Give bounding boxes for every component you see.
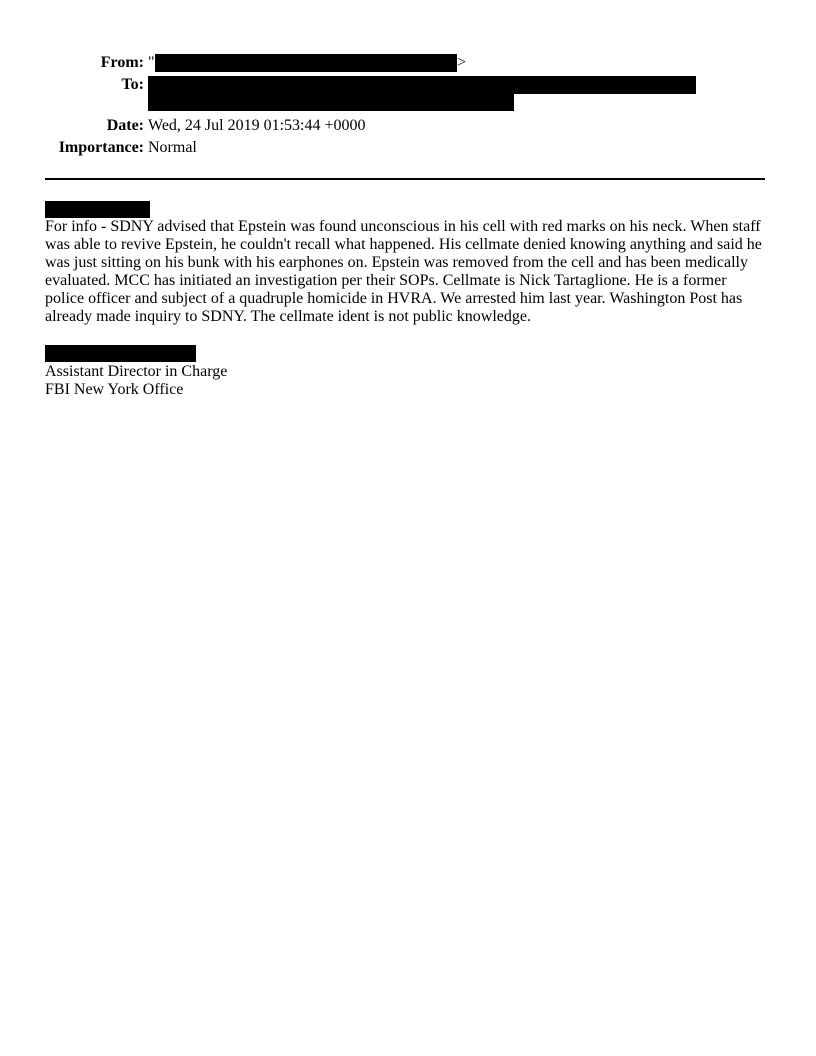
- signature-title: Assistant Director in Charge: [45, 363, 228, 380]
- importance-value: Normal: [148, 139, 197, 156]
- importance-label: Importance:: [58, 139, 144, 156]
- date-value: Wed, 24 Jul 2019 01:53:44 +0000: [148, 117, 366, 134]
- to-label: To:: [121, 76, 144, 93]
- header-divider: [45, 178, 765, 180]
- redaction-to-line-2: [148, 94, 514, 111]
- signature-office: FBI New York Office: [45, 381, 184, 398]
- redaction-to-line-1: [148, 76, 696, 94]
- date-label: Date:: [106, 117, 144, 134]
- from-angle-bracket: >: [457, 54, 467, 71]
- redaction-salutation: [45, 201, 150, 218]
- message-body: For info - SDNY advised that Epstein was found unconscious in his cell with red marks on his neck. When staff was able to revive Epstein, he couldn't recall what happened. His cellmate denied knowing anything and said he was just sitting on his bunk with his earphones on. Epstein was removed from the cell and has been medically evaluated. MCC has initiated an investigation per their SOPs. Cellmate is Nick Tartaglione. He is a former police officer and subject of a quadruple homicide in HVRA. We arrested him last year. Washington Post has already made inquiry to SDNY. The cellmate ident is not public knowledge.: [45, 218, 762, 325]
- redaction-signature-name: [45, 345, 196, 362]
- redaction-from-address: [155, 54, 457, 72]
- from-quote: ": [148, 54, 155, 71]
- from-label: From:: [100, 54, 144, 71]
